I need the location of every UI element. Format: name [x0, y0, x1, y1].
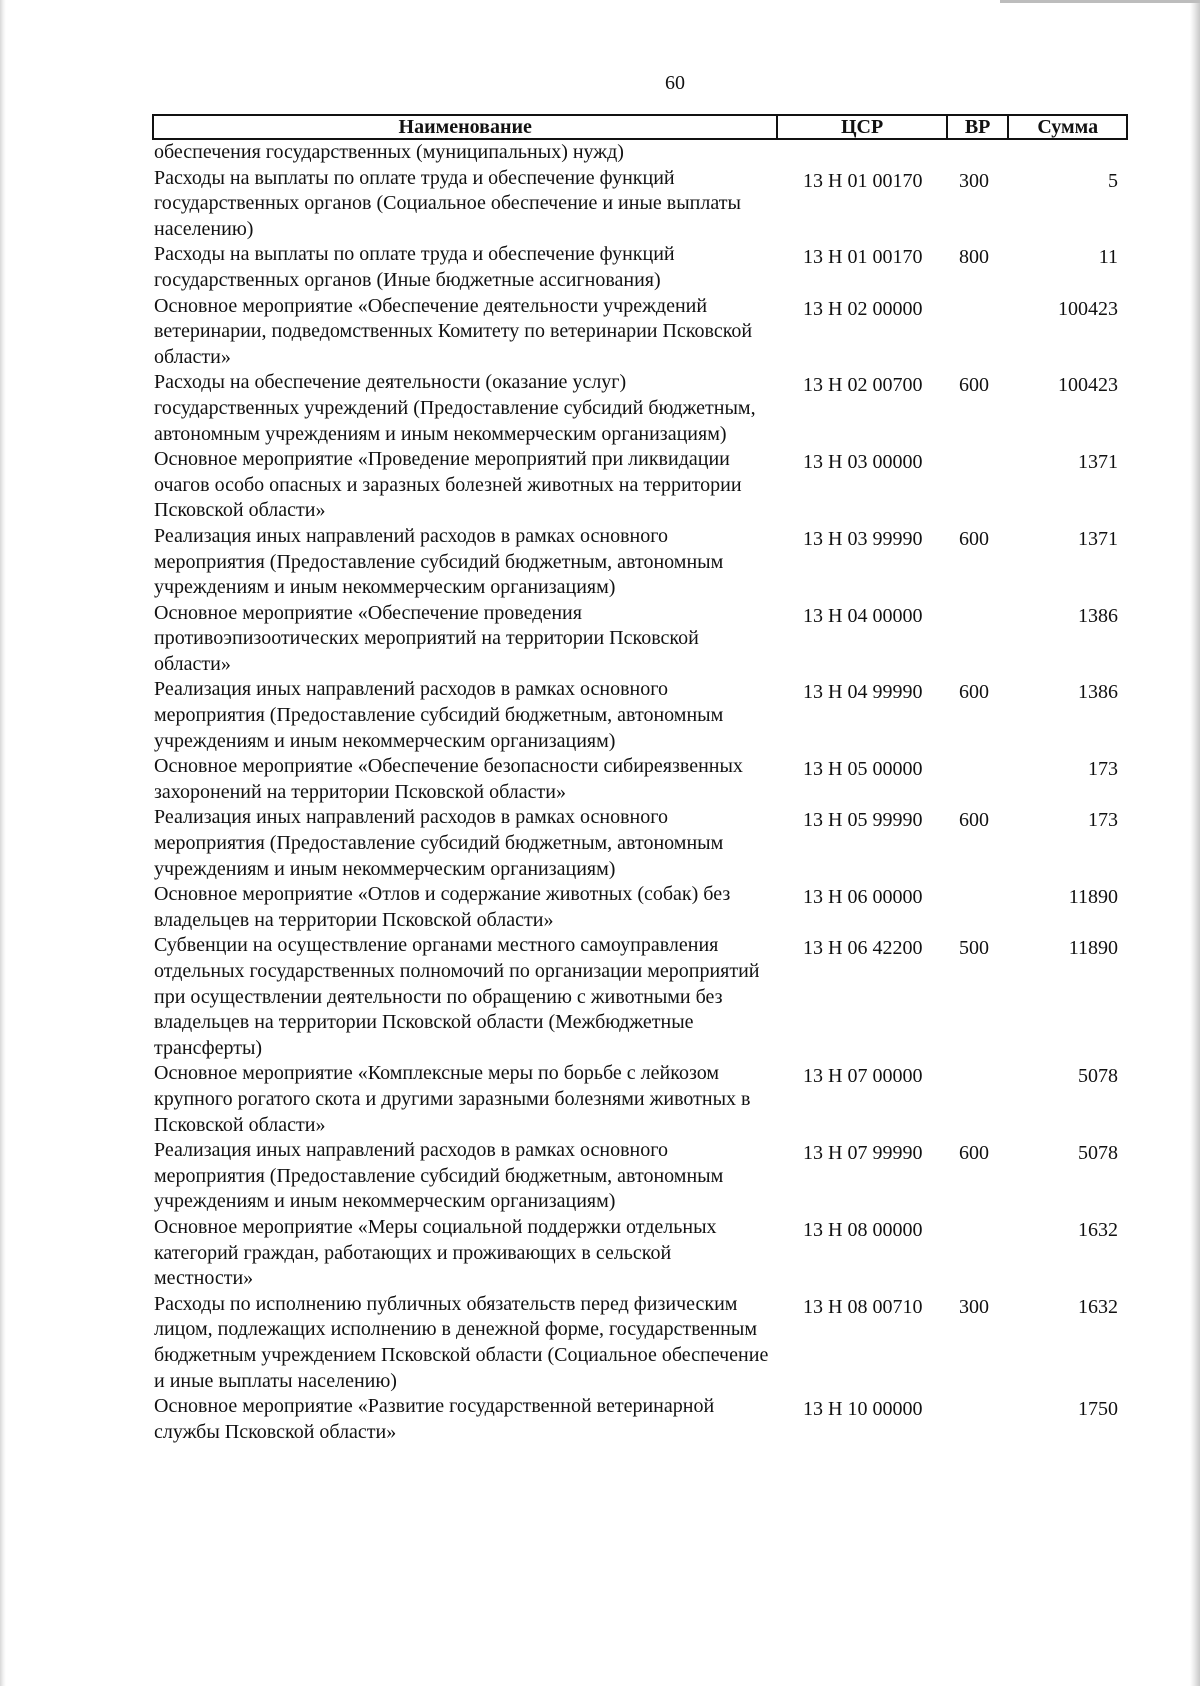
row-name: Основное мероприятие «Обеспечение деятельности учреждений ветеринарии, подведомственных Комитету по ветеринарии Псковской области»: [154, 294, 753, 368]
row-vr: 300: [959, 1295, 989, 1318]
row-csr: 13 Н 01 00170: [803, 169, 923, 192]
row-name: Основное мероприятие «Развитие государственной ветеринарной службы Псковской области»: [154, 1395, 715, 1443]
table-row: [152, 882, 1128, 933]
scan-edge-right: [1190, 0, 1200, 1686]
row-vr: [949, 140, 1011, 166]
row-name: Расходы на выплаты по оплате труда и обеспечение функций государственных органов (Социальное обеспечение и иные выплаты населению): [154, 166, 741, 240]
row-vr: 500: [959, 937, 989, 960]
scan-edge-left: [0, 0, 6, 1686]
header-csr: ЦСР: [778, 116, 947, 138]
row-vr: 600: [959, 1142, 989, 1165]
table-row: [152, 166, 1128, 243]
row-sum: 1371: [1078, 451, 1118, 474]
header-name: Наименование: [154, 116, 778, 138]
table-row: [152, 242, 1128, 293]
row-vr: [949, 1215, 1011, 1292]
row-name: Основное мероприятие «Обеспечение проведения противоэпизоотических мероприятий на территории Псковской области»: [154, 601, 699, 675]
row-name: Расходы на обеспечение деятельности (оказание услуг) государственных учреждений (Предоставление субсидий бюджетным, автономным учреждениям и иным некоммерческим организациям): [154, 371, 756, 445]
table-row: [152, 294, 1128, 371]
row-csr: 13 Н 07 00000: [803, 1065, 923, 1088]
row-sum: 5078: [1078, 1142, 1118, 1165]
row-csr: 13 Н 02 00000: [803, 297, 923, 320]
row-csr: 13 Н 05 99990: [803, 809, 923, 832]
page-number: 60: [665, 72, 685, 94]
table-row: [152, 1292, 1128, 1394]
table-row: [152, 370, 1128, 447]
row-name: Реализация иных направлений расходов в рамках основного мероприятия (Предоставление субсидий бюджетным, автономным учреждениям и иным некоммерческим организациям): [154, 1139, 724, 1213]
row-sum: 173: [1088, 809, 1118, 832]
table-row: [152, 1394, 1128, 1445]
row-vr: [949, 882, 1011, 933]
row-csr: 13 Н 04 99990: [803, 681, 923, 704]
row-name: Реализация иных направлений расходов в рамках основного мероприятия (Предоставление субсидий бюджетным, автономным учреждениям и иным некоммерческим организациям): [154, 524, 724, 599]
table-row: [152, 140, 1128, 166]
row-csr: 13 Н 08 00710: [803, 1295, 923, 1318]
row-csr: 13 Н 03 00000: [803, 451, 923, 474]
row-sum: 1371: [1078, 527, 1118, 550]
row-csr: 13 Н 05 00000: [803, 758, 923, 781]
row-name: Расходы по исполнению публичных обязательств перед физическим лицом, подлежащих исполнению в денежной форме, государственным бюджетным учреждением Псковской области (Социальное обеспечение и иные выплаты населению): [154, 1292, 769, 1392]
row-vr: 300: [959, 169, 989, 192]
table-row: [152, 677, 1128, 754]
table-row: [152, 754, 1128, 805]
row-name: Основное мероприятие «Отлов и содержание животных (собак) без владельцев на территории Псковской области»: [154, 883, 731, 931]
row-sum: 1386: [1078, 681, 1118, 704]
row-vr: [949, 754, 1011, 805]
row-csr: 13 Н 01 00170: [803, 246, 923, 269]
row-csr: 13 Н 03 99990: [803, 527, 923, 550]
row-csr: 13 Н 02 00700: [803, 374, 923, 397]
row-sum: 1386: [1078, 604, 1118, 627]
row-sum: [1011, 140, 1128, 166]
row-vr: 600: [959, 374, 989, 397]
budget-table: [152, 114, 1128, 1445]
row-csr: 13 Н 04 00000: [803, 604, 923, 627]
row-sum: 5078: [1078, 1065, 1118, 1088]
row-vr: [949, 1394, 1011, 1445]
table-row: [152, 805, 1128, 882]
row-sum: 1750: [1078, 1398, 1118, 1421]
row-sum: 11: [1098, 246, 1118, 269]
row-vr: [949, 601, 1011, 678]
row-vr: [949, 294, 1011, 371]
row-name: Субвенции на осуществление органами местного самоуправления отдельных государственных полномочий по организации мероприятий при осуществлении деятельности по обращению с животными без владельцев на территории Псковской области (Межбюджетные трансферты): [154, 934, 760, 1059]
table-row: [152, 601, 1128, 678]
row-name: Основное мероприятие «Меры социальной поддержки отдельных категорий граждан, работающих и проживающих в сельской местности»: [154, 1215, 717, 1290]
table-row: [152, 1138, 1128, 1215]
header-sum: Сумма: [1037, 116, 1099, 138]
row-sum: 11890: [1068, 886, 1118, 909]
row-sum: 173: [1088, 758, 1118, 781]
table-row: [152, 1061, 1128, 1138]
row-vr: 800: [959, 246, 989, 269]
row-sum: 1632: [1078, 1218, 1118, 1241]
row-name: Расходы на выплаты по оплате труда и обеспечение функций государственных органов (Иные бюджетные ассигнования): [154, 243, 675, 291]
row-vr: 600: [959, 681, 989, 704]
row-csr: 13 Н 06 00000: [803, 886, 923, 909]
row-sum: 5: [1108, 169, 1118, 192]
row-name: Основное мероприятие «Проведение мероприятий при ликвидации очагов особо опасных и заразных болезней животных на территории Псковской области»: [154, 448, 742, 522]
table-row: [152, 447, 1128, 524]
row-sum: 11890: [1068, 937, 1118, 960]
header-vr: ВР: [948, 116, 1010, 138]
row-vr: 600: [959, 809, 989, 832]
row-csr: [779, 140, 949, 166]
row-vr: 600: [959, 527, 989, 550]
row-vr: [949, 1061, 1011, 1138]
row-sum: 100423: [1058, 374, 1118, 397]
row-name: Основное мероприятие «Комплексные меры по борьбе с лейкозом крупного рогатого скота и другими заразными болезнями животных в Псковской области»: [154, 1062, 751, 1136]
row-sum: 1632: [1078, 1295, 1118, 1318]
table-row: [152, 1215, 1128, 1292]
table-row: [152, 933, 1128, 1061]
row-csr: 13 Н 08 00000: [803, 1218, 923, 1241]
row-csr: 13 Н 06 42200: [803, 937, 923, 960]
row-sum: 100423: [1058, 297, 1118, 320]
row-name: Реализация иных направлений расходов в рамках основного мероприятия (Предоставление субсидий бюджетным, автономным учреждениям и иным некоммерческим организациям): [154, 806, 724, 880]
row-name: обеспечения государственных (муниципальных) нужд): [154, 141, 624, 163]
table-header: [152, 114, 1128, 140]
row-csr: 13 Н 07 99990: [803, 1142, 923, 1165]
table-row: [152, 524, 1128, 601]
row-name: Реализация иных направлений расходов в рамках основного мероприятия (Предоставление субсидий бюджетным, автономным учреждениям и иным некоммерческим организациям): [154, 678, 724, 752]
row-name: Основное мероприятие «Обеспечение безопасности сибиреязвенных захоронений на территории Псковской области»: [154, 755, 743, 803]
row-csr: 13 Н 10 00000: [803, 1398, 923, 1421]
scan-edge-top: [1000, 0, 1200, 3]
row-vr: [949, 447, 1011, 524]
